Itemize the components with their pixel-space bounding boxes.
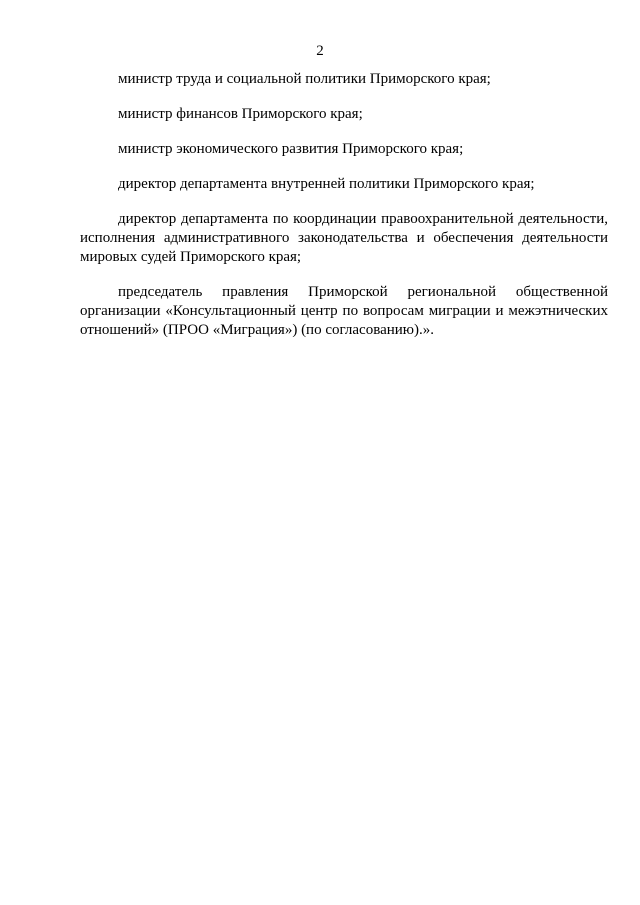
page-number: 2 [316, 43, 324, 59]
list-item-minister-economy: министр экономического развития Приморского края; [118, 141, 464, 157]
list-item-director-internal-policy: директор департамента внутренней политики Приморского края; [118, 176, 535, 192]
list-item-minister-finance: министр финансов Приморского края; [118, 106, 363, 122]
list-item-director-law-enforcement: директор департамента по координации правоохранительной деятельности, исполнения административного законодательства и обеспечения деятельности мировых судей Приморского края; [80, 211, 608, 265]
document-body [80, 70, 608, 356]
list-item-minister-labor: министр труда и социальной политики Приморского края; [118, 71, 491, 87]
list-item-chairman-proo: председатель правления Приморской региональной общественной организации «Консультационный центр по вопросам миграции и межэтнических отношений» (ПРОО «Миграция») (по согласованию).». [80, 284, 608, 338]
